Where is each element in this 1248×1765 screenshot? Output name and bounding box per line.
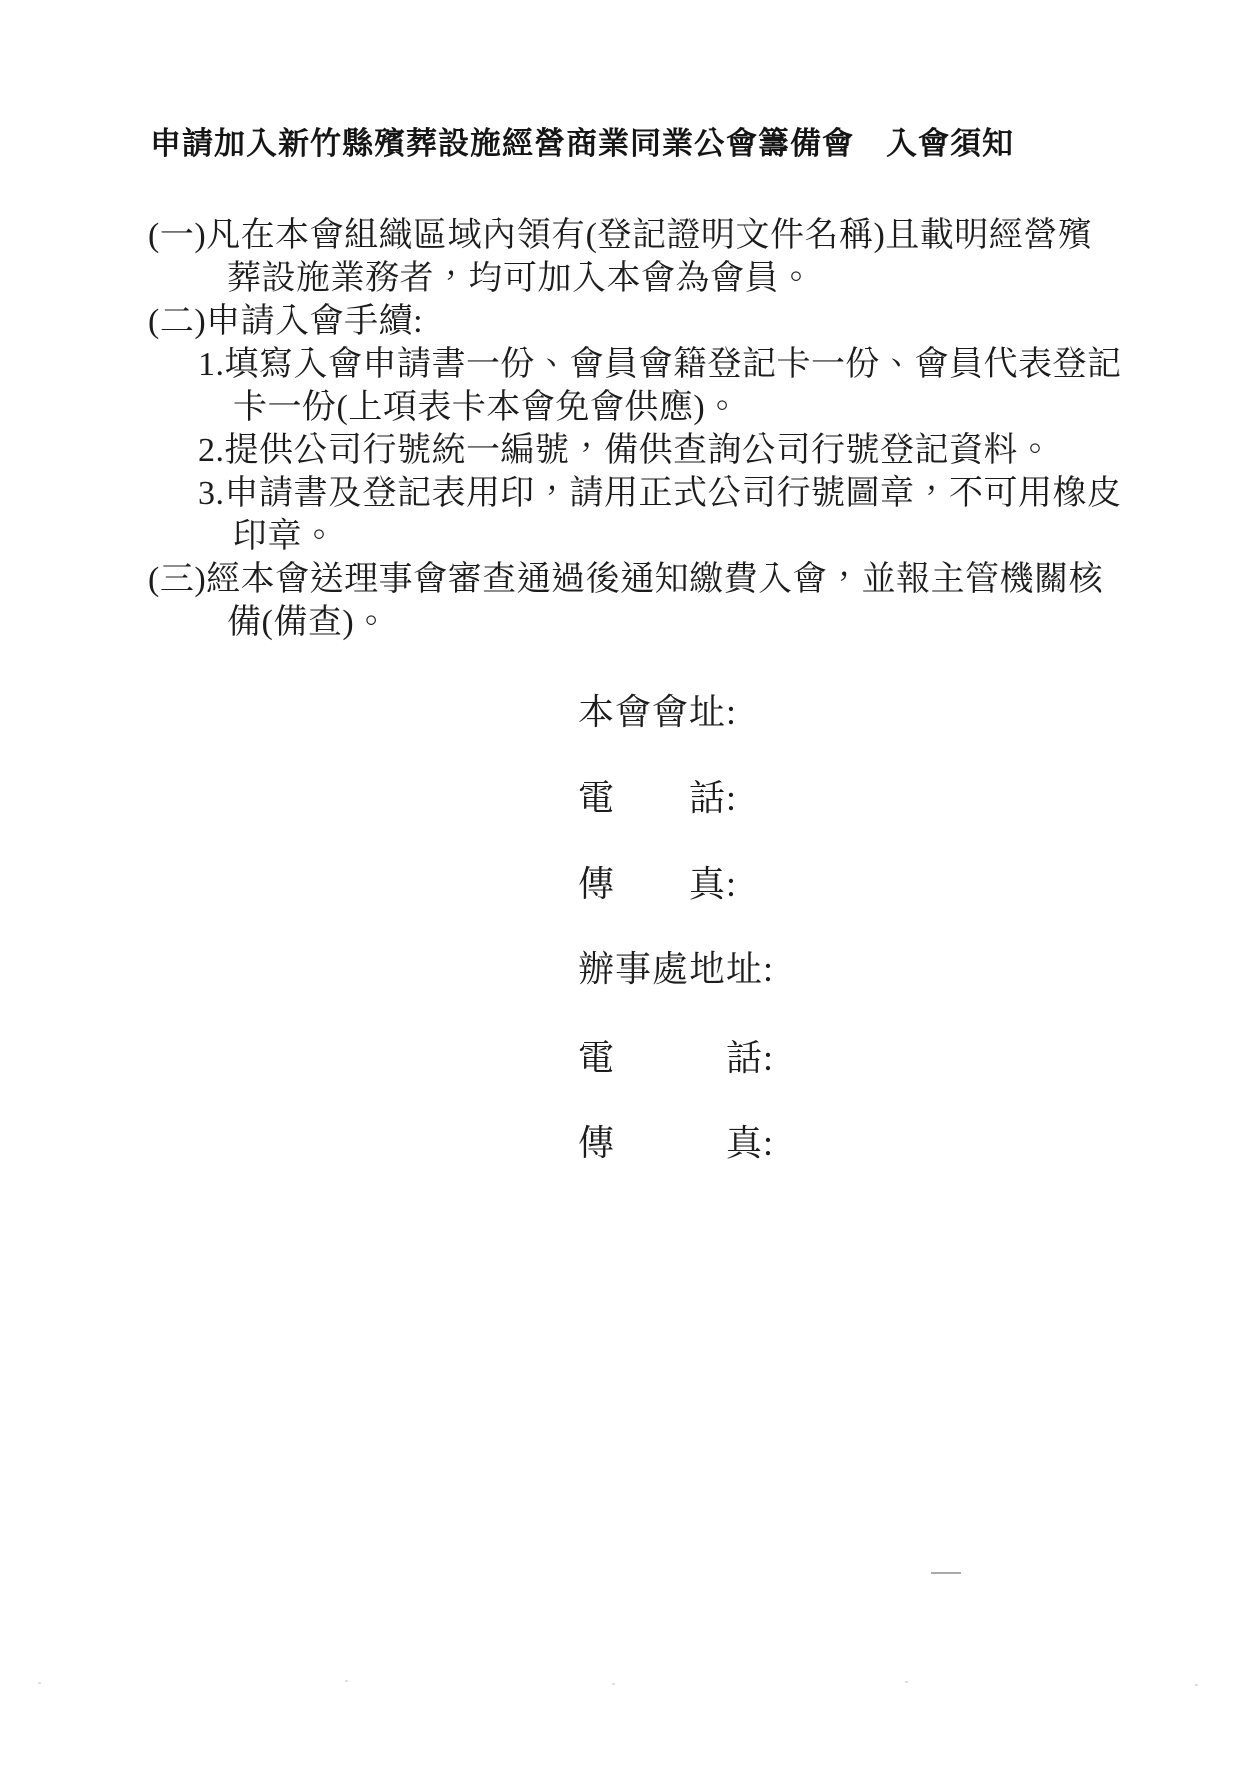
field-office-fax-label: 傳 真: <box>578 1123 775 1163</box>
field-office-phone-label: 電 話: <box>578 1038 775 1078</box>
body-line: (二)申請入會手續: <box>148 303 424 340</box>
notice-body <box>0 214 1248 644</box>
body-line: 印章。 <box>233 518 337 555</box>
scan-artifact-speck <box>1195 1684 1198 1686</box>
scan-artifact-speck <box>345 1680 348 1682</box>
page-title: 申請加入新竹縣殯葬設施經營商業同業公會籌備會 入會須知 <box>150 126 1014 161</box>
field-association-phone-label: 電 話: <box>578 778 738 818</box>
body-line: 備(備查)。 <box>227 604 389 641</box>
body-line: (一)凡在本會組織區域內領有(登記證明文件名稱)且載明經營殯 <box>148 217 1093 254</box>
field-office-address-label: 辦事處地址: <box>578 949 775 989</box>
body-line: 3.申請書及登記表用印，請用正式公司行號圖章，不可用橡皮 <box>198 475 1122 512</box>
body-line: 1.填寫入會申請書一份、會員會籍登記卡一份、會員代表登記 <box>198 346 1122 383</box>
field-association-fax-label: 傳 真: <box>578 864 738 904</box>
body-line: 2.提供公司行號統一編號，備供查詢公司行號登記資料。 <box>198 432 1053 469</box>
body-line: 卡一份(上項表卡本會免會供應)。 <box>233 389 740 426</box>
scan-artifact-dash <box>931 1572 961 1574</box>
scan-artifact-speck <box>612 1683 615 1685</box>
field-association-address-label: 本會會址: <box>578 692 738 732</box>
scan-artifact-speck <box>38 1682 41 1684</box>
body-line: (三)經本會送理事會審查通過後通知繳費入會，並報主管機關核 <box>148 561 1104 598</box>
scan-artifact-speck <box>905 1681 908 1683</box>
body-line: 葬設施業務者，均可加入本會為會員。 <box>227 260 814 297</box>
